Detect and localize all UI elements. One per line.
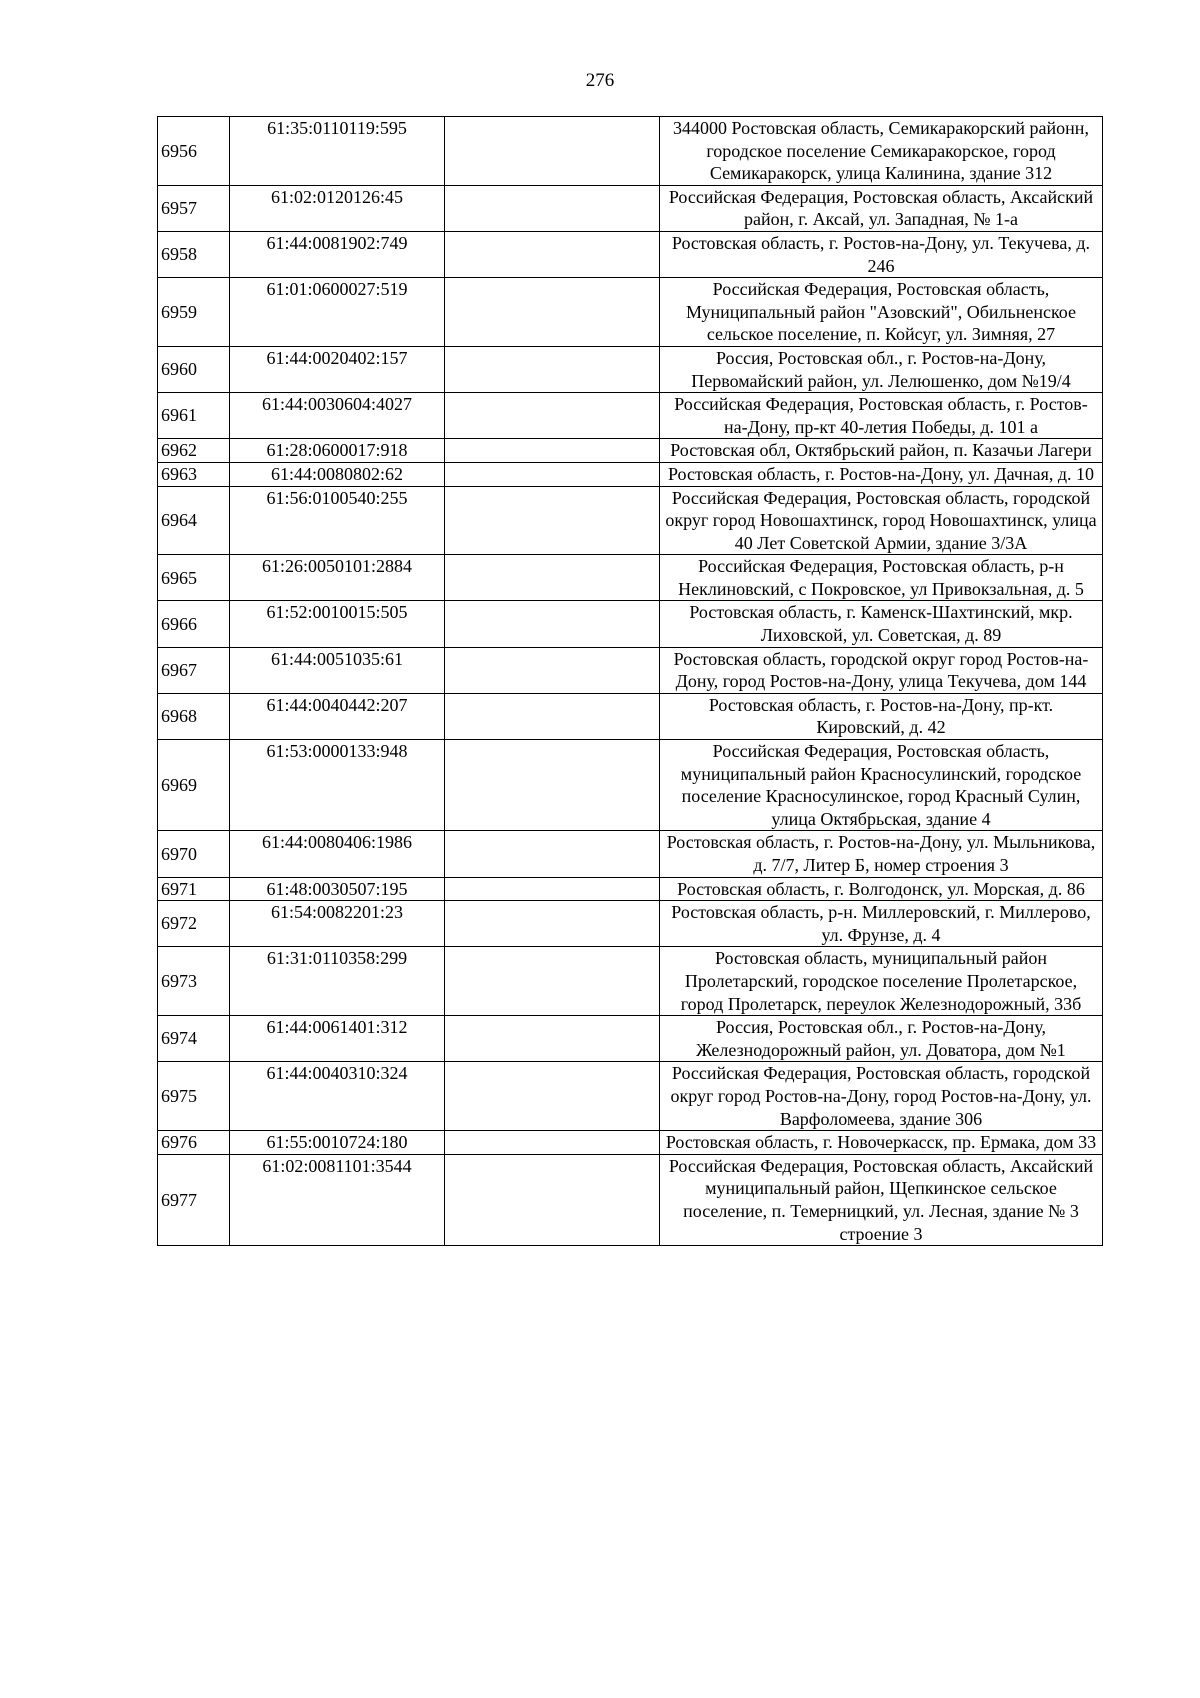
cadastral-number-cell: 61:44:0030604:4027 [230, 393, 445, 439]
row-number-cell: 6972 [158, 901, 230, 947]
cadastral-number-cell: 61:48:0030507:195 [230, 877, 445, 901]
cadastral-number-cell: 61:02:0081101:3544 [230, 1154, 445, 1245]
cadastral-number-cell: 61:31:0110358:299 [230, 947, 445, 1016]
table-row [158, 346, 1103, 392]
empty-cell [445, 647, 660, 693]
row-number-cell: 6956 [158, 117, 230, 186]
empty-cell [445, 346, 660, 392]
table-row [158, 901, 1103, 947]
address-cell: Ростовская область, муниципальный район Пролетарский, городское поселение Пролетарское, город Пролетарск, переулок Железнодорожный, 33б [660, 947, 1103, 1016]
table-row [158, 231, 1103, 277]
empty-cell [445, 439, 660, 463]
row-number-cell: 6964 [158, 486, 230, 555]
table-row [158, 117, 1103, 186]
cadastral-number-cell: 61:28:0600017:918 [230, 439, 445, 463]
row-number-cell: 6976 [158, 1131, 230, 1155]
empty-cell [445, 1016, 660, 1062]
empty-cell [445, 831, 660, 877]
cadastral-number-cell: 61:26:0050101:2884 [230, 555, 445, 601]
row-number-cell: 6962 [158, 439, 230, 463]
empty-cell [445, 1131, 660, 1155]
empty-cell [445, 462, 660, 486]
property-registry-table [157, 116, 1103, 1246]
empty-cell [445, 231, 660, 277]
address-cell: Российская Федерация, Ростовская область, муниципальный район Красносулинский, городское поселение Красносулинское, город Красный Сулин, улица Октябрьская, здание 4 [660, 740, 1103, 831]
cadastral-number-cell: 61:56:0100540:255 [230, 486, 445, 555]
address-cell: Российская Федерация, Ростовская область, г. Ростов-на-Дону, пр-кт 40-летия Победы, д. 101 а [660, 393, 1103, 439]
table-row [158, 693, 1103, 739]
table-row [158, 278, 1103, 347]
table-row [158, 439, 1103, 463]
cadastral-number-cell: 61:01:0600027:519 [230, 278, 445, 347]
empty-cell [445, 877, 660, 901]
address-cell: 344000 Ростовская область, Семикаракорский районн, городское поселение Семикаракорское, город Семикаракорск, улица Калинина, здание 312 [660, 117, 1103, 186]
cadastral-number-cell: 61:53:0000133:948 [230, 740, 445, 831]
row-number-cell: 6968 [158, 693, 230, 739]
address-cell: Ростовская область, г. Ростов-на-Дону, ул. Мыльникова, д. 7/7, Литер Б, номер строения 3 [660, 831, 1103, 877]
empty-cell [445, 901, 660, 947]
address-cell: Российская Федерация, Ростовская область, Муниципальный район "Азовский", Обильненское сельское поселение, п. Койсуг, ул. Зимняя, 27 [660, 278, 1103, 347]
cadastral-number-cell: 61:44:0051035:61 [230, 647, 445, 693]
table-row [158, 1062, 1103, 1131]
address-cell: Ростовская область, г. Каменск-Шахтинский, мкр. Лиховской, ул. Советская, д. 89 [660, 601, 1103, 647]
row-number-cell: 6970 [158, 831, 230, 877]
table-row [158, 601, 1103, 647]
cadastral-number-cell: 61:44:0020402:157 [230, 346, 445, 392]
empty-cell [445, 278, 660, 347]
empty-cell [445, 601, 660, 647]
empty-cell [445, 947, 660, 1016]
row-number-cell: 6959 [158, 278, 230, 347]
empty-cell [445, 117, 660, 186]
table-row [158, 1016, 1103, 1062]
table-row [158, 1154, 1103, 1245]
address-cell: Российская Федерация, Ростовская область, городской округ город Новошахтинск, город Новошахтинск, улица 40 Лет Советской Армии, здание 3/3А [660, 486, 1103, 555]
table-row [158, 647, 1103, 693]
cadastral-number-cell: 61:35:0110119:595 [230, 117, 445, 186]
address-cell: Российская Федерация, Ростовская область, Аксайский муниципальный район, Щепкинское сельское поселение, п. Темерницкий, ул. Лесная, здание № 3 строение 3 [660, 1154, 1103, 1245]
table-row [158, 740, 1103, 831]
address-cell: Ростовская область, городской округ город Ростов-на-Дону, город Ростов-на-Дону, улица Текучева, дом 144 [660, 647, 1103, 693]
cadastral-number-cell: 61:44:0080802:62 [230, 462, 445, 486]
address-cell: Россия, Ростовская обл., г. Ростов-на-Дону, Первомайский район, ул. Лелюшенко, дом №19/4 [660, 346, 1103, 392]
row-number-cell: 6966 [158, 601, 230, 647]
row-number-cell: 6965 [158, 555, 230, 601]
cadastral-number-cell: 61:54:0082201:23 [230, 901, 445, 947]
cadastral-number-cell: 61:52:0010015:505 [230, 601, 445, 647]
table-row [158, 947, 1103, 1016]
table-row [158, 462, 1103, 486]
cadastral-number-cell: 61:55:0010724:180 [230, 1131, 445, 1155]
table-row [158, 1131, 1103, 1155]
address-cell: Ростовская область, г. Ростов-на-Дону, пр-кт. Кировский, д. 42 [660, 693, 1103, 739]
row-number-cell: 6960 [158, 346, 230, 392]
empty-cell [445, 555, 660, 601]
cadastral-number-cell: 61:44:0080406:1986 [230, 831, 445, 877]
row-number-cell: 6974 [158, 1016, 230, 1062]
address-cell: Российская Федерация, Ростовская область, городской округ город Ростов-на-Дону, город Ростов-на-Дону, ул. Варфоломеева, здание 306 [660, 1062, 1103, 1131]
cadastral-number-cell: 61:44:0061401:312 [230, 1016, 445, 1062]
empty-cell [445, 486, 660, 555]
row-number-cell: 6963 [158, 462, 230, 486]
row-number-cell: 6975 [158, 1062, 230, 1131]
row-number-cell: 6973 [158, 947, 230, 1016]
row-number-cell: 6971 [158, 877, 230, 901]
empty-cell [445, 1062, 660, 1131]
empty-cell [445, 393, 660, 439]
cadastral-number-cell: 61:44:0040442:207 [230, 693, 445, 739]
address-cell: Ростовская область, г. Новочеркасск, пр. Ермака, дом 33 [660, 1131, 1103, 1155]
address-cell: Россия, Ростовская обл., г. Ростов-на-Дону, Железнодорожный район, ул. Доватора, дом №1 [660, 1016, 1103, 1062]
row-number-cell: 6957 [158, 185, 230, 231]
cadastral-number-cell: 61:44:0040310:324 [230, 1062, 445, 1131]
address-cell: Российская Федерация, Ростовская область, р-н Неклиновский, с Покровское, ул Привокзальная, д. 5 [660, 555, 1103, 601]
table-row [158, 831, 1103, 877]
address-cell: Ростовская область, г. Ростов-на-Дону, ул. Текучева, д. 246 [660, 231, 1103, 277]
cadastral-number-cell: 61:02:0120126:45 [230, 185, 445, 231]
table-row [158, 555, 1103, 601]
table-row [158, 185, 1103, 231]
table-row [158, 877, 1103, 901]
row-number-cell: 6967 [158, 647, 230, 693]
address-cell: Российская Федерация, Ростовская область, Аксайский район, г. Аксай, ул. Западная, № 1-а [660, 185, 1103, 231]
table-row [158, 393, 1103, 439]
row-number-cell: 6969 [158, 740, 230, 831]
table-row [158, 486, 1103, 555]
address-cell: Ростовская обл, Октябрьский район, п. Казачьи Лагери [660, 439, 1103, 463]
address-cell: Ростовская область, г. Ростов-на-Дону, ул. Дачная, д. 10 [660, 462, 1103, 486]
empty-cell [445, 1154, 660, 1245]
empty-cell [445, 740, 660, 831]
address-cell: Ростовская область, р-н. Миллеровский, г. Миллерово, ул. Фрунзе, д. 4 [660, 901, 1103, 947]
page-number: 276 [585, 70, 615, 91]
row-number-cell: 6961 [158, 393, 230, 439]
empty-cell [445, 185, 660, 231]
row-number-cell: 6958 [158, 231, 230, 277]
address-cell: Ростовская область, г. Волгодонск, ул. Морская, д. 86 [660, 877, 1103, 901]
cadastral-number-cell: 61:44:0081902:749 [230, 231, 445, 277]
row-number-cell: 6977 [158, 1154, 230, 1245]
empty-cell [445, 693, 660, 739]
